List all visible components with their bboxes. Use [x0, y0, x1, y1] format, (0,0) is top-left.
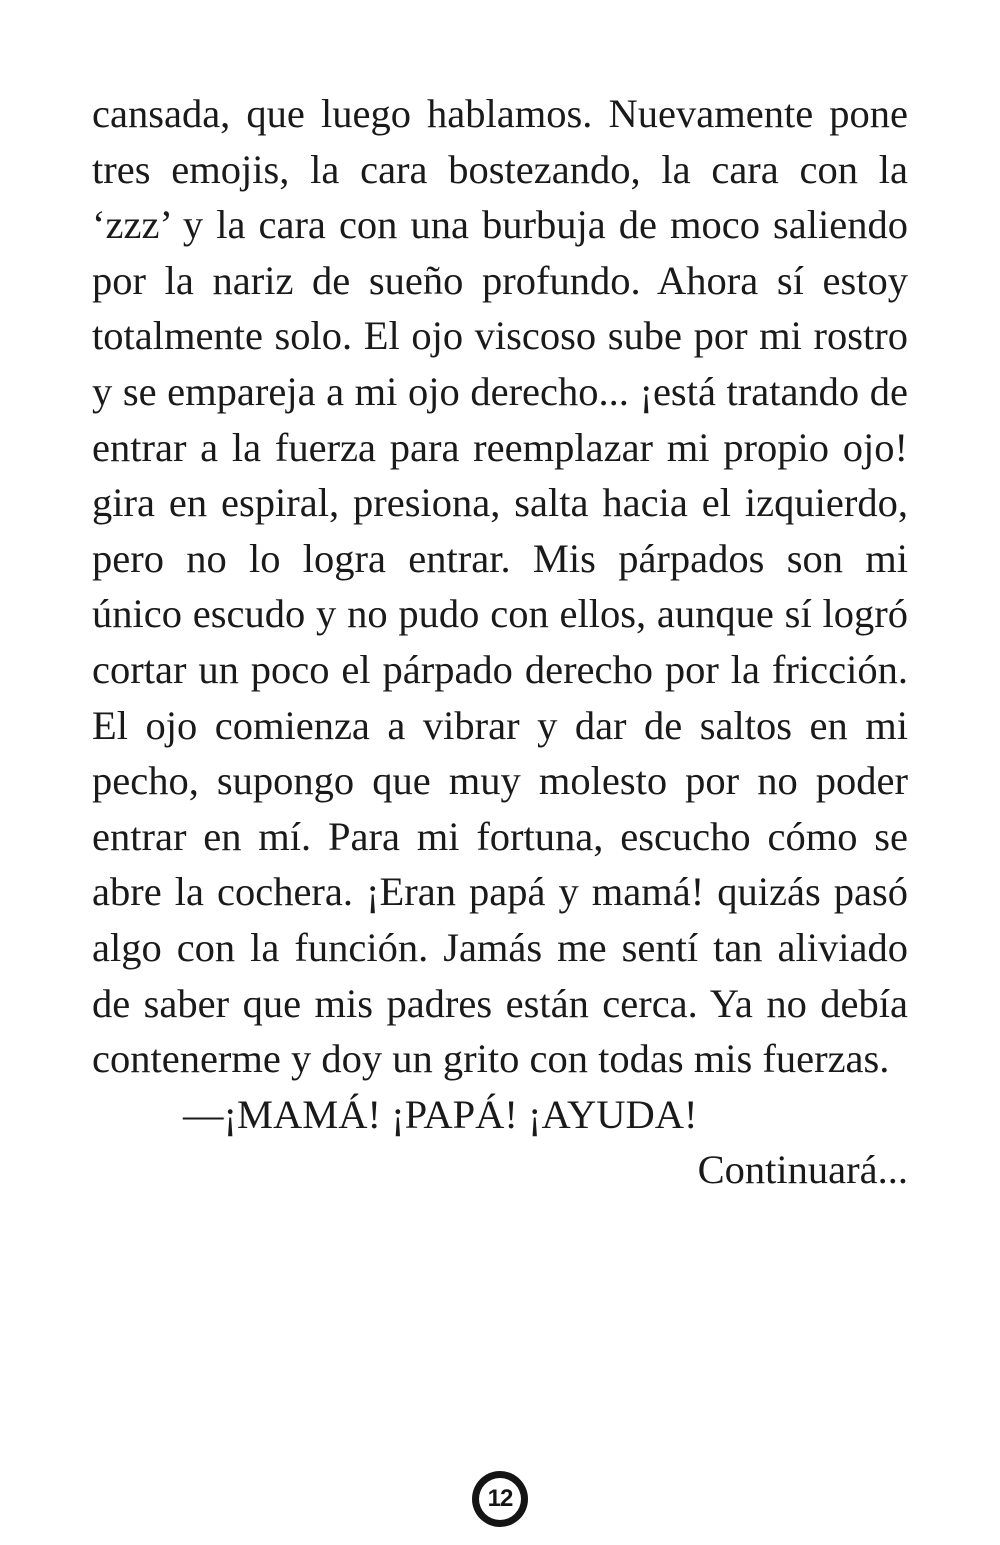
- continued-label: Continuará...: [697, 1147, 908, 1193]
- dialogue-line: —¡MAMÁ! ¡PAPÁ! ¡AYUDA!: [183, 1091, 698, 1137]
- page-number-circle: [479, 1478, 521, 1520]
- page-content: [92, 86, 908, 1198]
- body-paragraph: cansada, que luego hablamos. Nuevamente pone tres emojis, la cara bostezando, la cara con la ‘zzz’ y la cara con una burbuja de moco saliendo por la nariz de sueño profundo. Ahora sí estoy totalmente solo. El ojo viscoso sube por mi rostro y se empareja a mi ojo derecho... ¡está tratando de entrar a la fuerza para reemplazar mi propio ojo! gira en espiral, presiona, salta hacia el izquierdo, pero no lo logra entrar. Mis párpados son mi único escudo y no pudo con ellos, aunque sí logró cortar un poco el párpado derecho por la fricción. El ojo comienza a vibrar y dar de saltos en mi pecho, supongo que muy molesto por no poder entrar en mí. Para mi fortuna, escucho cómo se abre la cochera. ¡Eran papá y mamá! quizás pasó algo con la función. Jamás me sentí tan aliviado de saber que mis padres están cerca. Ya no debía contenerme y doy un grito con todas mis fuerzas.: [92, 91, 908, 1082]
- page-number-badge: [472, 1471, 528, 1527]
- page-number: 12: [487, 1485, 513, 1512]
